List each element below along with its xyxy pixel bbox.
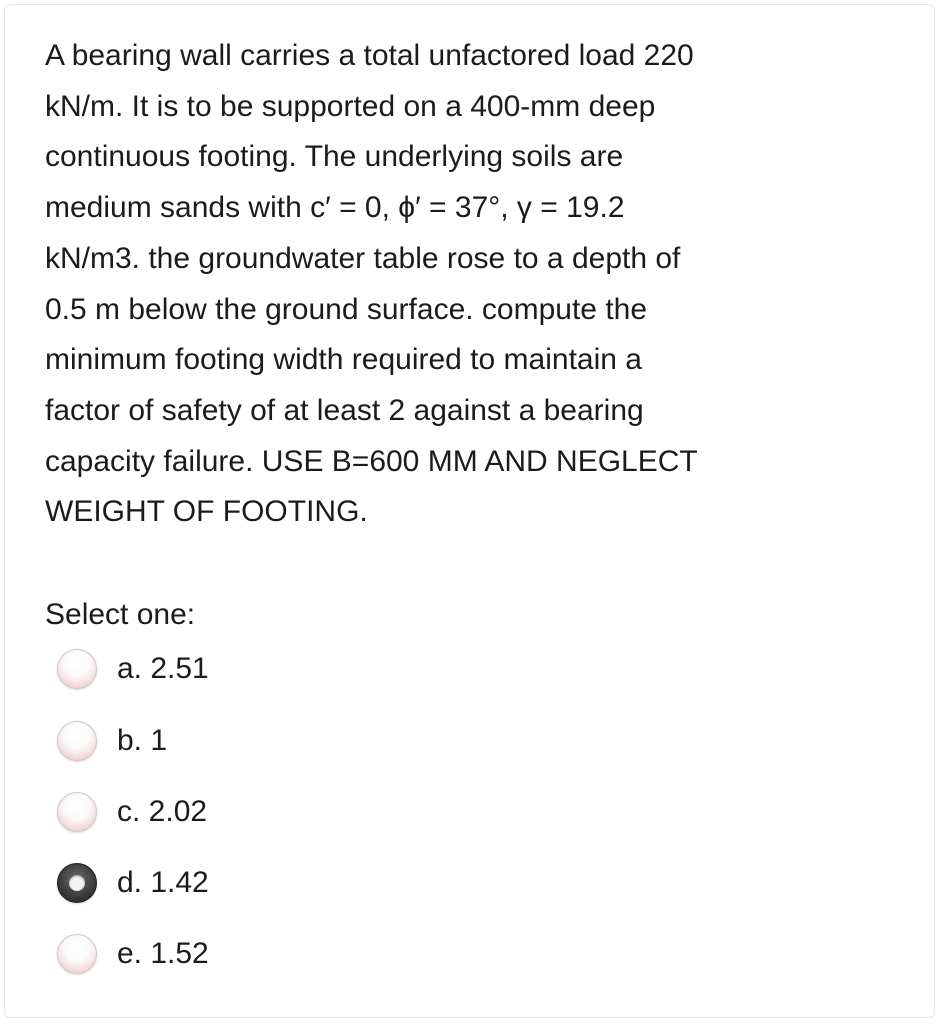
question-line: 0.5 m below the ground surface. compute the (45, 292, 648, 326)
option-label[interactable]: c. 2.02 (117, 795, 208, 828)
option-e[interactable] (57, 930, 357, 978)
question-line: continuous footing. The underlying soils are (45, 140, 624, 174)
select-one-prompt: Select one: (45, 598, 196, 631)
radio-button[interactable] (57, 934, 97, 974)
option-label[interactable]: d. 1.42 (117, 866, 209, 899)
question-card (4, 4, 935, 1018)
radio-button[interactable] (57, 792, 97, 832)
question-line: WEIGHT OF FOOTING. (45, 495, 368, 529)
question-line: kN/m3. the groundwater table rose to a depth of (45, 241, 681, 275)
radio-button[interactable] (57, 649, 97, 689)
option-label[interactable]: e. 1.52 (117, 937, 209, 970)
question-line: A bearing wall carries a total unfactored load 220 (45, 39, 694, 72)
option-d[interactable] (57, 859, 357, 907)
option-c[interactable] (57, 788, 357, 836)
question-line: factor of safety of at least 2 against a bearing (45, 393, 644, 427)
option-a[interactable] (57, 645, 357, 693)
question-line: kN/m. It is to be supported on a 400-mm deep (45, 89, 656, 123)
question-line: medium sands with c′ = 0, ϕ′ = 37°, γ = 19.2 (45, 191, 625, 225)
radio-button[interactable] (57, 721, 97, 761)
option-label[interactable]: a. 2.51 (117, 652, 209, 685)
option-label[interactable]: b. 1 (117, 724, 168, 757)
question-line: capacity failure. USE B=600 MM AND NEGLECT (45, 444, 698, 478)
question-line: minimum footing width required to maintain a (45, 343, 642, 377)
question-text (45, 31, 865, 538)
option-b[interactable] (57, 717, 357, 765)
radio-button[interactable] (57, 863, 97, 903)
